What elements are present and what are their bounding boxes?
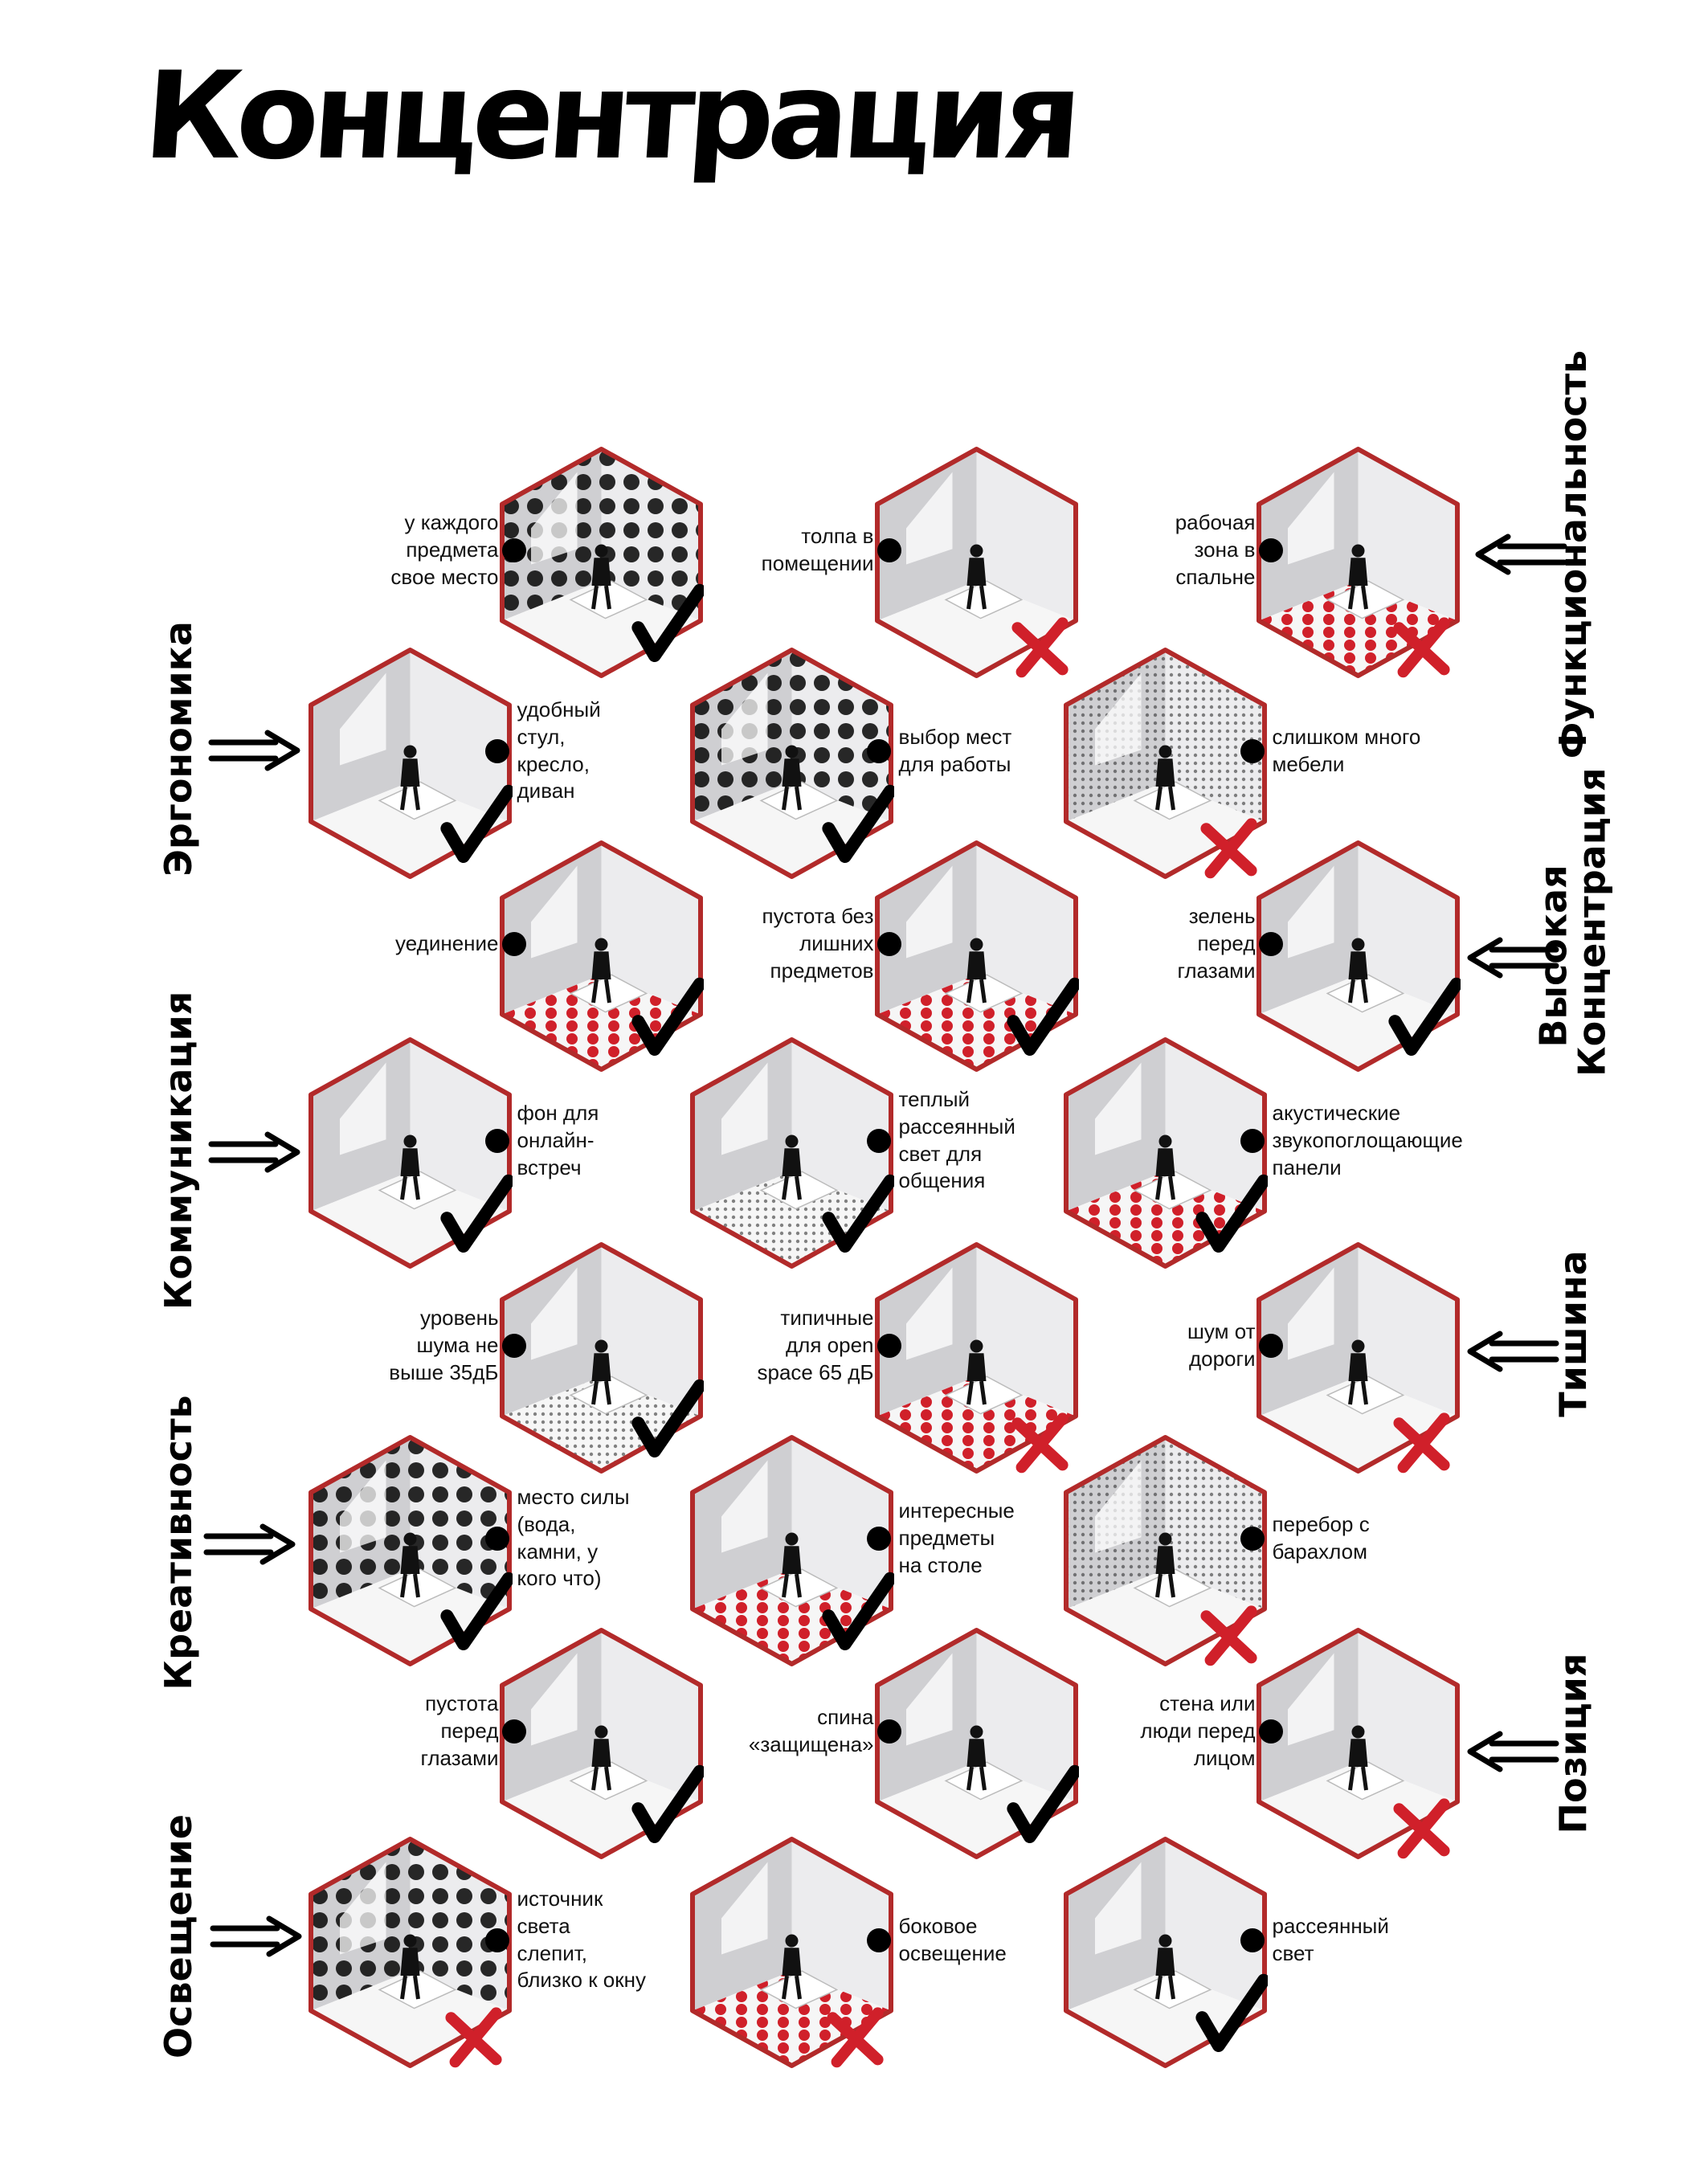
caption-bullet bbox=[485, 1928, 509, 1952]
caption-line: встреч bbox=[517, 1155, 582, 1179]
caption-line: толпа в bbox=[801, 524, 874, 548]
caption-line: шума не bbox=[416, 1332, 499, 1357]
caption-line: помещении bbox=[761, 550, 874, 575]
caption-line: общения bbox=[898, 1168, 986, 1193]
page-title: Концентрация bbox=[139, 47, 1081, 186]
room-tile bbox=[1256, 446, 1461, 679]
room-tile bbox=[499, 446, 704, 679]
tile-caption bbox=[762, 523, 874, 578]
tile-caption bbox=[395, 930, 498, 958]
caption-bullet bbox=[1240, 1129, 1265, 1153]
room-illustration bbox=[499, 446, 704, 679]
caption-line: барахлом bbox=[1272, 1539, 1367, 1564]
tile-caption bbox=[1273, 1100, 1463, 1181]
caption-bullet bbox=[502, 932, 526, 956]
caption-bullet bbox=[502, 538, 526, 562]
caption-line: (вода, bbox=[517, 1511, 576, 1536]
caption-line: свое место bbox=[390, 564, 499, 589]
room-tile bbox=[499, 840, 704, 1073]
caption-bullet bbox=[1240, 739, 1265, 763]
tile-caption bbox=[389, 1305, 498, 1386]
caption-line: теплый bbox=[898, 1087, 970, 1111]
caption-line: панели bbox=[1272, 1155, 1342, 1179]
room-tile bbox=[1256, 1627, 1461, 1860]
caption-line: света bbox=[517, 1913, 570, 1938]
room-tile bbox=[1063, 1036, 1268, 1269]
caption-line: «защищена» bbox=[748, 1731, 874, 1756]
caption-bullet bbox=[877, 1334, 901, 1358]
tile-caption bbox=[517, 697, 601, 805]
room-illustration bbox=[308, 647, 513, 880]
room-tile bbox=[308, 1836, 513, 2069]
caption-line: пустота без bbox=[762, 904, 874, 928]
caption-line: мебели bbox=[1272, 751, 1345, 776]
side-label-communication: Коммуникация bbox=[156, 991, 200, 1310]
caption-line: кресло, bbox=[517, 751, 590, 776]
room-illustration bbox=[499, 1627, 704, 1860]
room-tile bbox=[499, 1241, 704, 1474]
side-label-functionality: Функциональность bbox=[1551, 350, 1595, 759]
room-illustration bbox=[1063, 647, 1268, 880]
room-tile bbox=[308, 1036, 513, 1269]
tile-caption bbox=[899, 1913, 1007, 1968]
caption-line: предметов bbox=[770, 958, 874, 983]
room-tile bbox=[1256, 1241, 1461, 1474]
arrow-left-icon bbox=[1472, 530, 1568, 578]
room-tile bbox=[1063, 1434, 1268, 1667]
side-label-silence: Тишина bbox=[1551, 1250, 1595, 1417]
room-illustration bbox=[689, 1836, 894, 2069]
room-illustration bbox=[1256, 1241, 1461, 1474]
room-tile bbox=[874, 1241, 1079, 1474]
tile-caption bbox=[517, 1484, 630, 1592]
caption-line: на столе bbox=[898, 1552, 983, 1577]
side-label-ergonomics: Эргономика bbox=[156, 621, 200, 877]
tile-caption bbox=[1177, 903, 1255, 984]
caption-line: выбор мест bbox=[898, 725, 1012, 749]
caption-line: для open bbox=[786, 1332, 874, 1357]
room-tile bbox=[1256, 840, 1461, 1073]
tile-caption bbox=[1273, 1913, 1389, 1968]
caption-line: онлайн- bbox=[517, 1127, 595, 1152]
caption-bullet bbox=[485, 1527, 509, 1551]
tile-caption bbox=[390, 509, 498, 591]
arrow-left-icon bbox=[1464, 1327, 1560, 1376]
room-illustration bbox=[874, 1627, 1079, 1860]
caption-line: выше 35дБ bbox=[389, 1359, 499, 1384]
caption-bullet bbox=[1240, 1527, 1265, 1551]
tile-caption bbox=[758, 1305, 874, 1386]
tile-caption bbox=[899, 1498, 1015, 1579]
arrow-left-icon bbox=[1464, 934, 1560, 982]
room-tile bbox=[689, 1036, 894, 1269]
caption-line: шум от bbox=[1187, 1319, 1256, 1343]
caption-bullet bbox=[485, 739, 509, 763]
side-label-lighting: Освещение bbox=[156, 1814, 200, 2058]
caption-line: рассеянный bbox=[898, 1114, 1015, 1139]
caption-line: space 65 дБ bbox=[757, 1359, 874, 1384]
caption-line: дороги bbox=[1188, 1346, 1256, 1371]
tile-caption bbox=[1140, 1690, 1255, 1772]
caption-line: уединение bbox=[395, 931, 499, 955]
caption-line: пустота bbox=[425, 1691, 499, 1715]
caption-line: глазами bbox=[420, 1745, 499, 1770]
room-tile bbox=[308, 647, 513, 880]
room-illustration bbox=[499, 1241, 704, 1474]
caption-line: рабочая bbox=[1175, 510, 1256, 534]
room-illustration bbox=[1256, 446, 1461, 679]
caption-line: для работы bbox=[898, 751, 1011, 776]
tile-caption bbox=[420, 1690, 498, 1772]
caption-bullet bbox=[502, 1334, 526, 1358]
caption-line: стена или bbox=[1159, 1691, 1256, 1715]
tile-caption bbox=[517, 1886, 646, 1994]
caption-bullet bbox=[877, 1719, 901, 1744]
tile-caption bbox=[749, 1704, 874, 1759]
caption-line: свет для bbox=[898, 1141, 983, 1166]
caption-bullet bbox=[1240, 1928, 1265, 1952]
room-tile bbox=[689, 1836, 894, 2069]
caption-bullet bbox=[867, 739, 891, 763]
room-tile bbox=[308, 1434, 513, 1667]
caption-line: кого что) bbox=[517, 1566, 602, 1591]
room-illustration bbox=[689, 1434, 894, 1667]
caption-bullet bbox=[1259, 538, 1283, 562]
tile-caption bbox=[899, 1086, 1015, 1195]
caption-line: спина bbox=[817, 1705, 874, 1729]
caption-line: перебор с bbox=[1272, 1512, 1370, 1536]
tile-caption bbox=[762, 903, 873, 984]
caption-line: перед bbox=[440, 1718, 499, 1743]
arrow-right-icon bbox=[209, 1912, 305, 1960]
caption-line: диван bbox=[517, 779, 575, 803]
room-illustration bbox=[689, 1036, 894, 1269]
caption-line: перед bbox=[1197, 930, 1256, 955]
room-illustration bbox=[689, 647, 894, 880]
caption-line: слишком много bbox=[1272, 725, 1421, 749]
caption-bullet bbox=[867, 1129, 891, 1153]
room-illustration bbox=[308, 1036, 513, 1269]
caption-line: предметы bbox=[898, 1525, 995, 1550]
caption-line: свет bbox=[1272, 1940, 1314, 1965]
tile-caption bbox=[1273, 1511, 1370, 1566]
room-illustration bbox=[874, 446, 1079, 679]
caption-line: стул, bbox=[517, 724, 566, 749]
caption-line: лишних bbox=[799, 930, 874, 955]
tile-caption bbox=[1273, 724, 1421, 779]
caption-line: зона в bbox=[1194, 537, 1256, 562]
caption-line: спальне bbox=[1175, 564, 1256, 589]
caption-line: глазами bbox=[1177, 958, 1256, 983]
room-tile bbox=[689, 1434, 894, 1667]
room-tile bbox=[874, 840, 1079, 1073]
tile-caption bbox=[1175, 509, 1256, 591]
caption-line: зелень bbox=[1188, 904, 1256, 928]
caption-line: освещение bbox=[898, 1940, 1007, 1965]
room-illustration bbox=[308, 1836, 513, 2069]
caption-line: звукопоглощающие bbox=[1272, 1127, 1463, 1152]
caption-line: близко к окну bbox=[517, 1968, 646, 1993]
tile-caption bbox=[899, 724, 1012, 779]
room-illustration bbox=[1063, 1836, 1268, 2069]
caption-bullet bbox=[867, 1527, 891, 1551]
room-illustration bbox=[308, 1434, 513, 1667]
caption-line: камни, у bbox=[517, 1539, 599, 1564]
room-tile bbox=[1063, 647, 1268, 880]
caption-line: уровень bbox=[419, 1306, 499, 1330]
room-tile bbox=[499, 1627, 704, 1860]
caption-bullet bbox=[1259, 1719, 1283, 1744]
arrow-left-icon bbox=[1464, 1727, 1560, 1776]
room-tile bbox=[689, 647, 894, 880]
room-illustration bbox=[874, 1241, 1079, 1474]
caption-bullet bbox=[1259, 1334, 1283, 1358]
caption-line: источник bbox=[517, 1887, 603, 1911]
caption-bullet bbox=[867, 1928, 891, 1952]
side-label-position: Позиция bbox=[1551, 1653, 1595, 1834]
caption-line: место силы bbox=[517, 1485, 630, 1509]
caption-line: люди перед bbox=[1140, 1718, 1256, 1743]
caption-bullet bbox=[877, 932, 901, 956]
caption-line: предмета bbox=[406, 537, 499, 562]
side-label-high-concentration: Высокая Концентрация bbox=[1531, 767, 1614, 1077]
room-tile bbox=[1063, 1836, 1268, 2069]
arrow-right-icon bbox=[202, 1520, 299, 1568]
room-illustration bbox=[1063, 1036, 1268, 1269]
room-illustration bbox=[1256, 840, 1461, 1073]
room-illustration bbox=[499, 840, 704, 1073]
tile-caption bbox=[1187, 1318, 1255, 1373]
caption-line: лицом bbox=[1193, 1745, 1256, 1770]
tile-caption bbox=[517, 1100, 599, 1181]
caption-line: акустические bbox=[1272, 1101, 1401, 1125]
caption-bullet bbox=[485, 1129, 509, 1153]
caption-line: боковое bbox=[898, 1914, 978, 1938]
arrow-right-icon bbox=[207, 1128, 304, 1176]
room-illustration bbox=[1256, 1627, 1461, 1860]
caption-line: типичные bbox=[780, 1306, 874, 1330]
room-illustration bbox=[874, 840, 1079, 1073]
caption-bullet bbox=[877, 538, 901, 562]
room-tile bbox=[874, 446, 1079, 679]
caption-line: слепит, bbox=[517, 1940, 587, 1965]
caption-line: рассеянный bbox=[1272, 1914, 1389, 1938]
caption-bullet bbox=[1259, 932, 1283, 956]
room-illustration bbox=[1063, 1434, 1268, 1667]
arrow-right-icon bbox=[207, 726, 304, 775]
caption-line: удобный bbox=[517, 697, 601, 722]
room-tile bbox=[874, 1627, 1079, 1860]
caption-line: интересные bbox=[898, 1498, 1015, 1523]
caption-line: фон для bbox=[517, 1101, 599, 1125]
caption-line: у каждого bbox=[404, 510, 499, 534]
caption-bullet bbox=[502, 1719, 526, 1744]
side-label-creativity: Креативность bbox=[156, 1395, 200, 1690]
